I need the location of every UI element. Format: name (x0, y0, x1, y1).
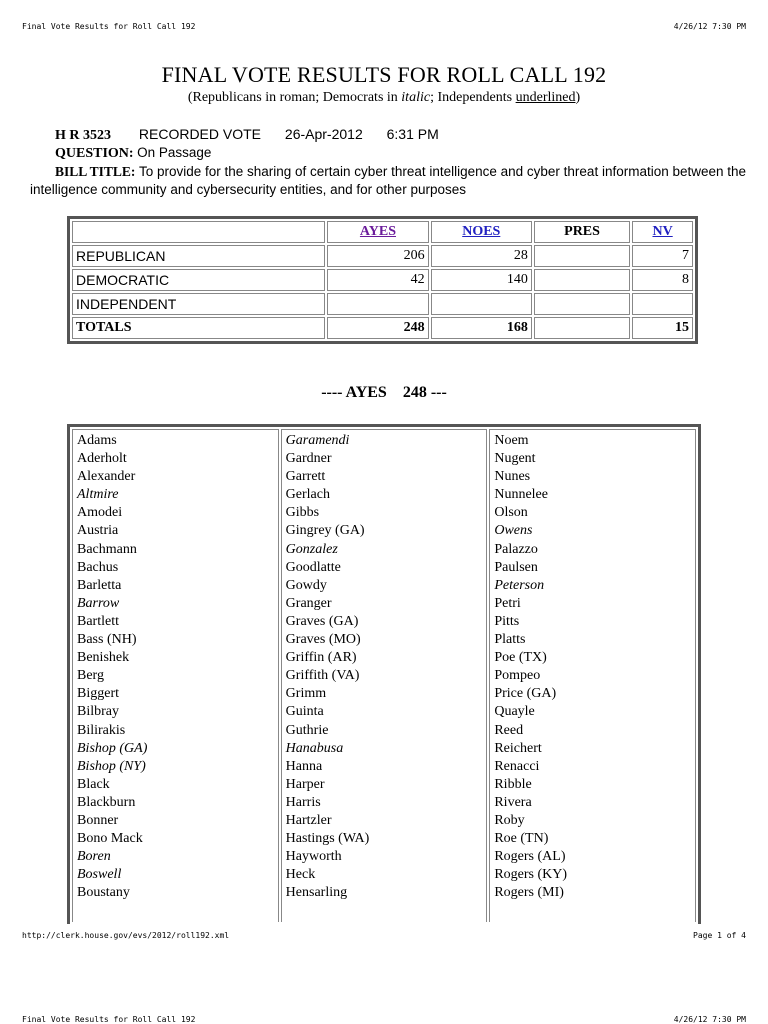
pres-count (534, 245, 630, 267)
next-page-timestamp: 4/26/12 7:30 PM (673, 1015, 746, 1024)
pres-count (534, 293, 630, 315)
nv-count (632, 293, 693, 315)
member-name: Owens (494, 523, 533, 539)
pres-header: PRES (534, 221, 630, 243)
member-name: Platts (494, 632, 526, 648)
noes-link[interactable]: NOES (462, 224, 501, 239)
member-name: Garamendi (285, 433, 350, 448)
member-name: Bonner (77, 812, 119, 828)
member-name: Paulsen (494, 559, 538, 575)
member-name: Amodei (77, 505, 123, 521)
member-name: Gerlach (285, 487, 330, 503)
member-name: Hayworth (285, 849, 342, 865)
summary-row-independent (72, 293, 693, 315)
party-label: INDEPENDENT (72, 293, 325, 315)
member-name: Altmire (77, 487, 119, 503)
member-name: Nunes (494, 469, 531, 485)
member-name: Austria (77, 523, 119, 539)
member-name: Nunnelee (494, 487, 548, 503)
member-name: Bachmann (77, 541, 137, 557)
member-name: Graves (MO) (285, 632, 361, 648)
member-name: Goodlatte (285, 559, 341, 575)
member-name: Heck (285, 867, 316, 883)
member-name: Alexander (77, 469, 136, 485)
member-name: Bachus (77, 559, 119, 575)
party-label: DEMOCRATIC (72, 269, 325, 291)
summary-row-democratic (72, 269, 693, 291)
ayes-count: 42 (327, 269, 428, 291)
member-name: Benishek (77, 650, 130, 666)
vote-type: RECORDED VOTE (138, 126, 262, 142)
member-name: Garrett (285, 469, 326, 485)
summary-header-party (72, 221, 325, 243)
ayes-count: 206 (327, 245, 428, 267)
noes-total: 168 (431, 317, 532, 339)
member-name: Harper (285, 776, 325, 792)
vote-summary-table (67, 216, 698, 344)
member-name: Price (GA) (494, 686, 557, 702)
subtitle-text: ) (575, 90, 581, 105)
print-header-timestamp: 4/26/12 7:30 PM (673, 22, 746, 31)
member-name: Roe (TN) (494, 831, 549, 847)
member-name: Graves (GA) (285, 613, 359, 629)
noes-count: 28 (431, 245, 532, 267)
member-name: Barletta (77, 577, 122, 593)
member-name: Grimm (285, 686, 327, 702)
ayes-name-table (67, 424, 701, 924)
member-name: Gibbs (285, 505, 320, 521)
bill-title (30, 163, 750, 199)
ayes-link[interactable]: AYES (359, 224, 396, 239)
member-name: Hanna (285, 758, 323, 774)
member-name: Granger (285, 595, 332, 611)
member-name: Guthrie (285, 722, 329, 738)
member-name: Boren (77, 849, 111, 865)
member-name: Bilirakis (77, 722, 126, 738)
member-name: Black (77, 776, 110, 792)
member-name: Bass (NH) (77, 632, 137, 648)
member-name: Renacci (494, 758, 540, 774)
ayes-column-3 (489, 429, 696, 922)
nv-link[interactable]: NV (652, 224, 673, 239)
member-name: Poe (TX) (494, 650, 547, 666)
member-name: Noem (494, 433, 529, 448)
member-name: Gardner (285, 451, 332, 467)
member-name: Berg (77, 668, 104, 684)
member-name: Guinta (285, 704, 324, 720)
ayes-column-2 (281, 429, 488, 922)
question-value: On Passage (137, 145, 212, 160)
member-name: Peterson (494, 577, 545, 593)
member-name: Blackburn (77, 794, 136, 810)
summary-row-republican (72, 245, 693, 267)
member-name: Bishop (NY) (77, 758, 146, 774)
member-name: Bilbray (77, 704, 119, 720)
noes-count: 140 (431, 269, 532, 291)
member-name: Nugent (494, 451, 536, 467)
member-name: Reichert (494, 740, 542, 756)
subtitle (0, 90, 768, 106)
member-name: Petri (494, 595, 521, 611)
member-name: Bono Mack (77, 831, 143, 847)
member-name: Biggert (77, 686, 119, 702)
subtitle-text: (Republicans in roman; Democrats in (187, 90, 402, 105)
subtitle-italic: italic (401, 90, 431, 105)
ayes-column-1 (72, 429, 279, 922)
subtitle-underlined: underlined (515, 90, 576, 105)
member-name: Palazzo (494, 541, 538, 557)
print-header (22, 22, 746, 31)
nv-count: 8 (632, 269, 693, 291)
next-page-header (22, 1015, 746, 1024)
party-label: REPUBLICAN (72, 245, 325, 267)
member-name: Griffin (AR) (285, 650, 357, 666)
summary-header-row (72, 221, 693, 243)
ayes-total: 248 (327, 317, 428, 339)
member-name: Rogers (AL) (494, 849, 566, 865)
member-name: Rivera (494, 794, 532, 810)
vote-time: 6:31 PM (386, 126, 439, 142)
print-header-title: Final Vote Results for Roll Call 192 (22, 22, 196, 31)
ayes-heading: ---- AYES 248 --- (321, 384, 447, 401)
member-name: Hastings (WA) (285, 831, 370, 847)
totals-label: TOTALS (72, 317, 325, 339)
member-name: Aderholt (77, 451, 127, 467)
member-name: Harris (285, 794, 321, 810)
member-name: Rogers (MI) (494, 885, 564, 901)
member-name: Bartlett (77, 613, 119, 629)
vote-meta (55, 126, 439, 144)
member-name: Adams (77, 433, 117, 448)
ayes-count (327, 293, 428, 315)
member-name: Reed (494, 722, 524, 738)
member-name: Gingrey (GA) (285, 523, 365, 539)
nv-total: 15 (632, 317, 693, 339)
question-label: QUESTION: (55, 146, 134, 161)
member-name: Pitts (494, 613, 520, 629)
member-name: Hanabusa (285, 740, 344, 756)
member-name: Griffith (VA) (285, 668, 360, 684)
page-number: Page 1 of 4 (693, 931, 746, 940)
print-footer (22, 931, 746, 940)
nv-count: 7 (632, 245, 693, 267)
member-name: Bishop (GA) (77, 740, 148, 756)
subtitle-text: ; Independents (430, 90, 516, 105)
bill-title-text: To provide for the sharing of certain cyber threat intelligence and cyber threat information between the intelligence community and cybersecurity entities, and for other purposes (30, 164, 747, 197)
member-name: Olson (494, 505, 528, 521)
member-name: Boustany (77, 885, 130, 901)
pres-count (534, 269, 630, 291)
member-name: Ribble (494, 776, 532, 792)
vote-date: 26-Apr-2012 (284, 126, 363, 142)
summary-row-totals (72, 317, 693, 339)
page-title: FINAL VOTE RESULTS FOR ROLL CALL 192 (161, 62, 607, 87)
member-name: Barrow (77, 595, 120, 611)
member-name: Pompeo (494, 668, 541, 684)
member-name: Gonzalez (285, 541, 338, 557)
bill-number: H R 3523 (55, 128, 111, 143)
member-name: Roby (494, 812, 525, 828)
bill-title-label: BILL TITLE: (55, 164, 136, 179)
member-name: Rogers (KY) (494, 867, 568, 883)
member-name: Boswell (77, 867, 122, 883)
noes-count (431, 293, 532, 315)
member-name: Quayle (494, 704, 535, 720)
member-name: Hensarling (285, 885, 348, 901)
member-name: Gowdy (285, 577, 327, 593)
question (55, 145, 211, 162)
pres-total (534, 317, 630, 339)
next-page-title: Final Vote Results for Roll Call 192 (22, 1015, 196, 1024)
member-name: Hartzler (285, 812, 332, 828)
page-url: http://clerk.house.gov/evs/2012/roll192.xml (22, 931, 230, 940)
